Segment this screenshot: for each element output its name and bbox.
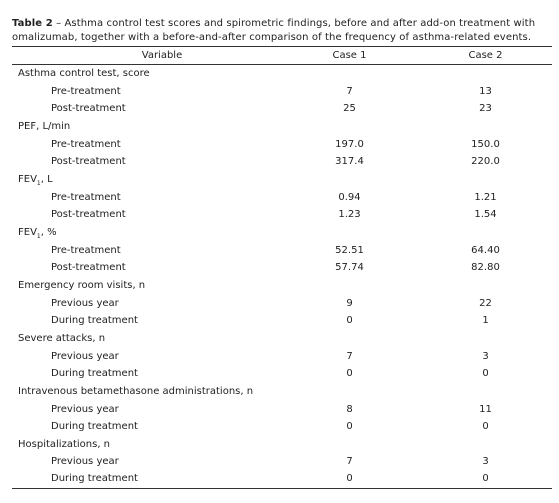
table-row — [12, 470, 552, 487]
case-1-value: 7 — [346, 456, 353, 467]
case-1-value: 197.0 — [335, 139, 364, 150]
row-label: During treatment — [51, 368, 138, 379]
row-label: Pre-treatment — [51, 245, 121, 256]
group-title: Severe attacks, n — [18, 333, 106, 344]
table-row — [12, 401, 552, 418]
case-1-value: 0 — [346, 315, 353, 326]
row-label: Previous year — [51, 404, 119, 415]
table-row — [12, 418, 552, 435]
case-2-value: 1.54 — [474, 209, 497, 220]
group-title: Intravenous betamethasone administrations, n — [18, 386, 254, 397]
case-2-value: 150.0 — [471, 139, 500, 150]
subscript: 1 — [36, 180, 41, 187]
case-2-value: 1 — [482, 315, 489, 326]
caption-text: – Asthma control test scores and spirometric findings, before and after add-on treatment with omalizumab, together with a before-and-after comparison of the frequency of asthma-related events. — [12, 18, 536, 43]
case-1-value: 7 — [346, 86, 353, 97]
case-2-value: 0 — [482, 368, 489, 379]
group-title: Hospitalizations, n — [18, 439, 111, 450]
row-label: Pre-treatment — [51, 86, 121, 97]
row-label: Post-treatment — [51, 262, 126, 273]
data-table — [12, 46, 552, 489]
table-header — [12, 47, 552, 65]
row-label: Post-treatment — [51, 103, 126, 114]
case-1-value: 0 — [346, 421, 353, 432]
case-1-value: 0 — [346, 368, 353, 379]
case-1-value: 1.23 — [338, 209, 361, 220]
case-2-value: 220.0 — [471, 156, 500, 167]
case-2-value: 13 — [479, 86, 492, 97]
row-label: Previous year — [51, 351, 119, 362]
row-label: During treatment — [51, 421, 138, 432]
table-row — [12, 295, 552, 312]
group-title: Asthma control test, score — [18, 68, 150, 79]
group-title-row — [12, 277, 552, 294]
table-row — [12, 136, 552, 153]
header-case-2: Case 2 — [468, 50, 503, 61]
case-2-value: 11 — [479, 404, 492, 415]
table-row — [12, 453, 552, 470]
group-title-row — [12, 65, 552, 82]
table-row — [12, 348, 552, 365]
subscript: 1 — [36, 233, 41, 240]
case-2-value: 23 — [479, 103, 492, 114]
group-title-row — [12, 436, 552, 453]
group-title-row — [12, 171, 552, 188]
group-title: PEF, L/min — [18, 121, 71, 132]
case-1-value: 317.4 — [335, 156, 364, 167]
case-1-value: 0.94 — [338, 192, 361, 203]
case-2-value: 22 — [479, 298, 492, 309]
case-2-value: 64.40 — [471, 245, 500, 256]
group-title-row — [12, 224, 552, 241]
table-row — [12, 259, 552, 276]
case-1-value: 52.51 — [335, 245, 364, 256]
row-label: Previous year — [51, 298, 119, 309]
header-case-1: Case 1 — [332, 50, 367, 61]
row-label: Previous year — [51, 456, 119, 467]
table-row — [12, 242, 552, 259]
table-row — [12, 153, 552, 170]
row-label: During treatment — [51, 473, 138, 484]
case-2-value: 3 — [482, 456, 489, 467]
table-row — [12, 189, 552, 206]
group-title-row — [12, 330, 552, 347]
row-label: Pre-treatment — [51, 139, 121, 150]
table-row — [12, 100, 552, 117]
group-title: Emergency room visits, n — [18, 280, 146, 291]
table-caption — [12, 17, 552, 45]
group-title: $FEV_1$, % — [18, 227, 57, 240]
table-row — [12, 365, 552, 382]
table-row — [12, 312, 552, 329]
table-row — [12, 206, 552, 223]
case-1-value: 9 — [346, 298, 353, 309]
group-title: $FEV_1$, L — [18, 174, 53, 187]
group-title-row — [12, 383, 552, 400]
case-1-value: 8 — [346, 404, 353, 415]
group-title-row — [12, 118, 552, 135]
case-1-value: 0 — [346, 473, 353, 484]
row-label: Post-treatment — [51, 209, 126, 220]
header-variable: Variable — [141, 50, 183, 61]
row-label: During treatment — [51, 315, 138, 326]
case-2-value: 1.21 — [474, 192, 497, 203]
case-2-value: 0 — [482, 421, 489, 432]
case-1-value: 7 — [346, 351, 353, 362]
table-row — [12, 83, 552, 100]
case-1-value: 57.74 — [335, 262, 364, 273]
row-label: Post-treatment — [51, 156, 126, 167]
row-label: Pre-treatment — [51, 192, 121, 203]
case-1-value: 25 — [343, 103, 356, 114]
case-2-value: 82.80 — [471, 262, 500, 273]
case-2-value: 3 — [482, 351, 489, 362]
case-2-value: 0 — [482, 473, 489, 484]
caption-label: Table 2 — [12, 18, 53, 29]
